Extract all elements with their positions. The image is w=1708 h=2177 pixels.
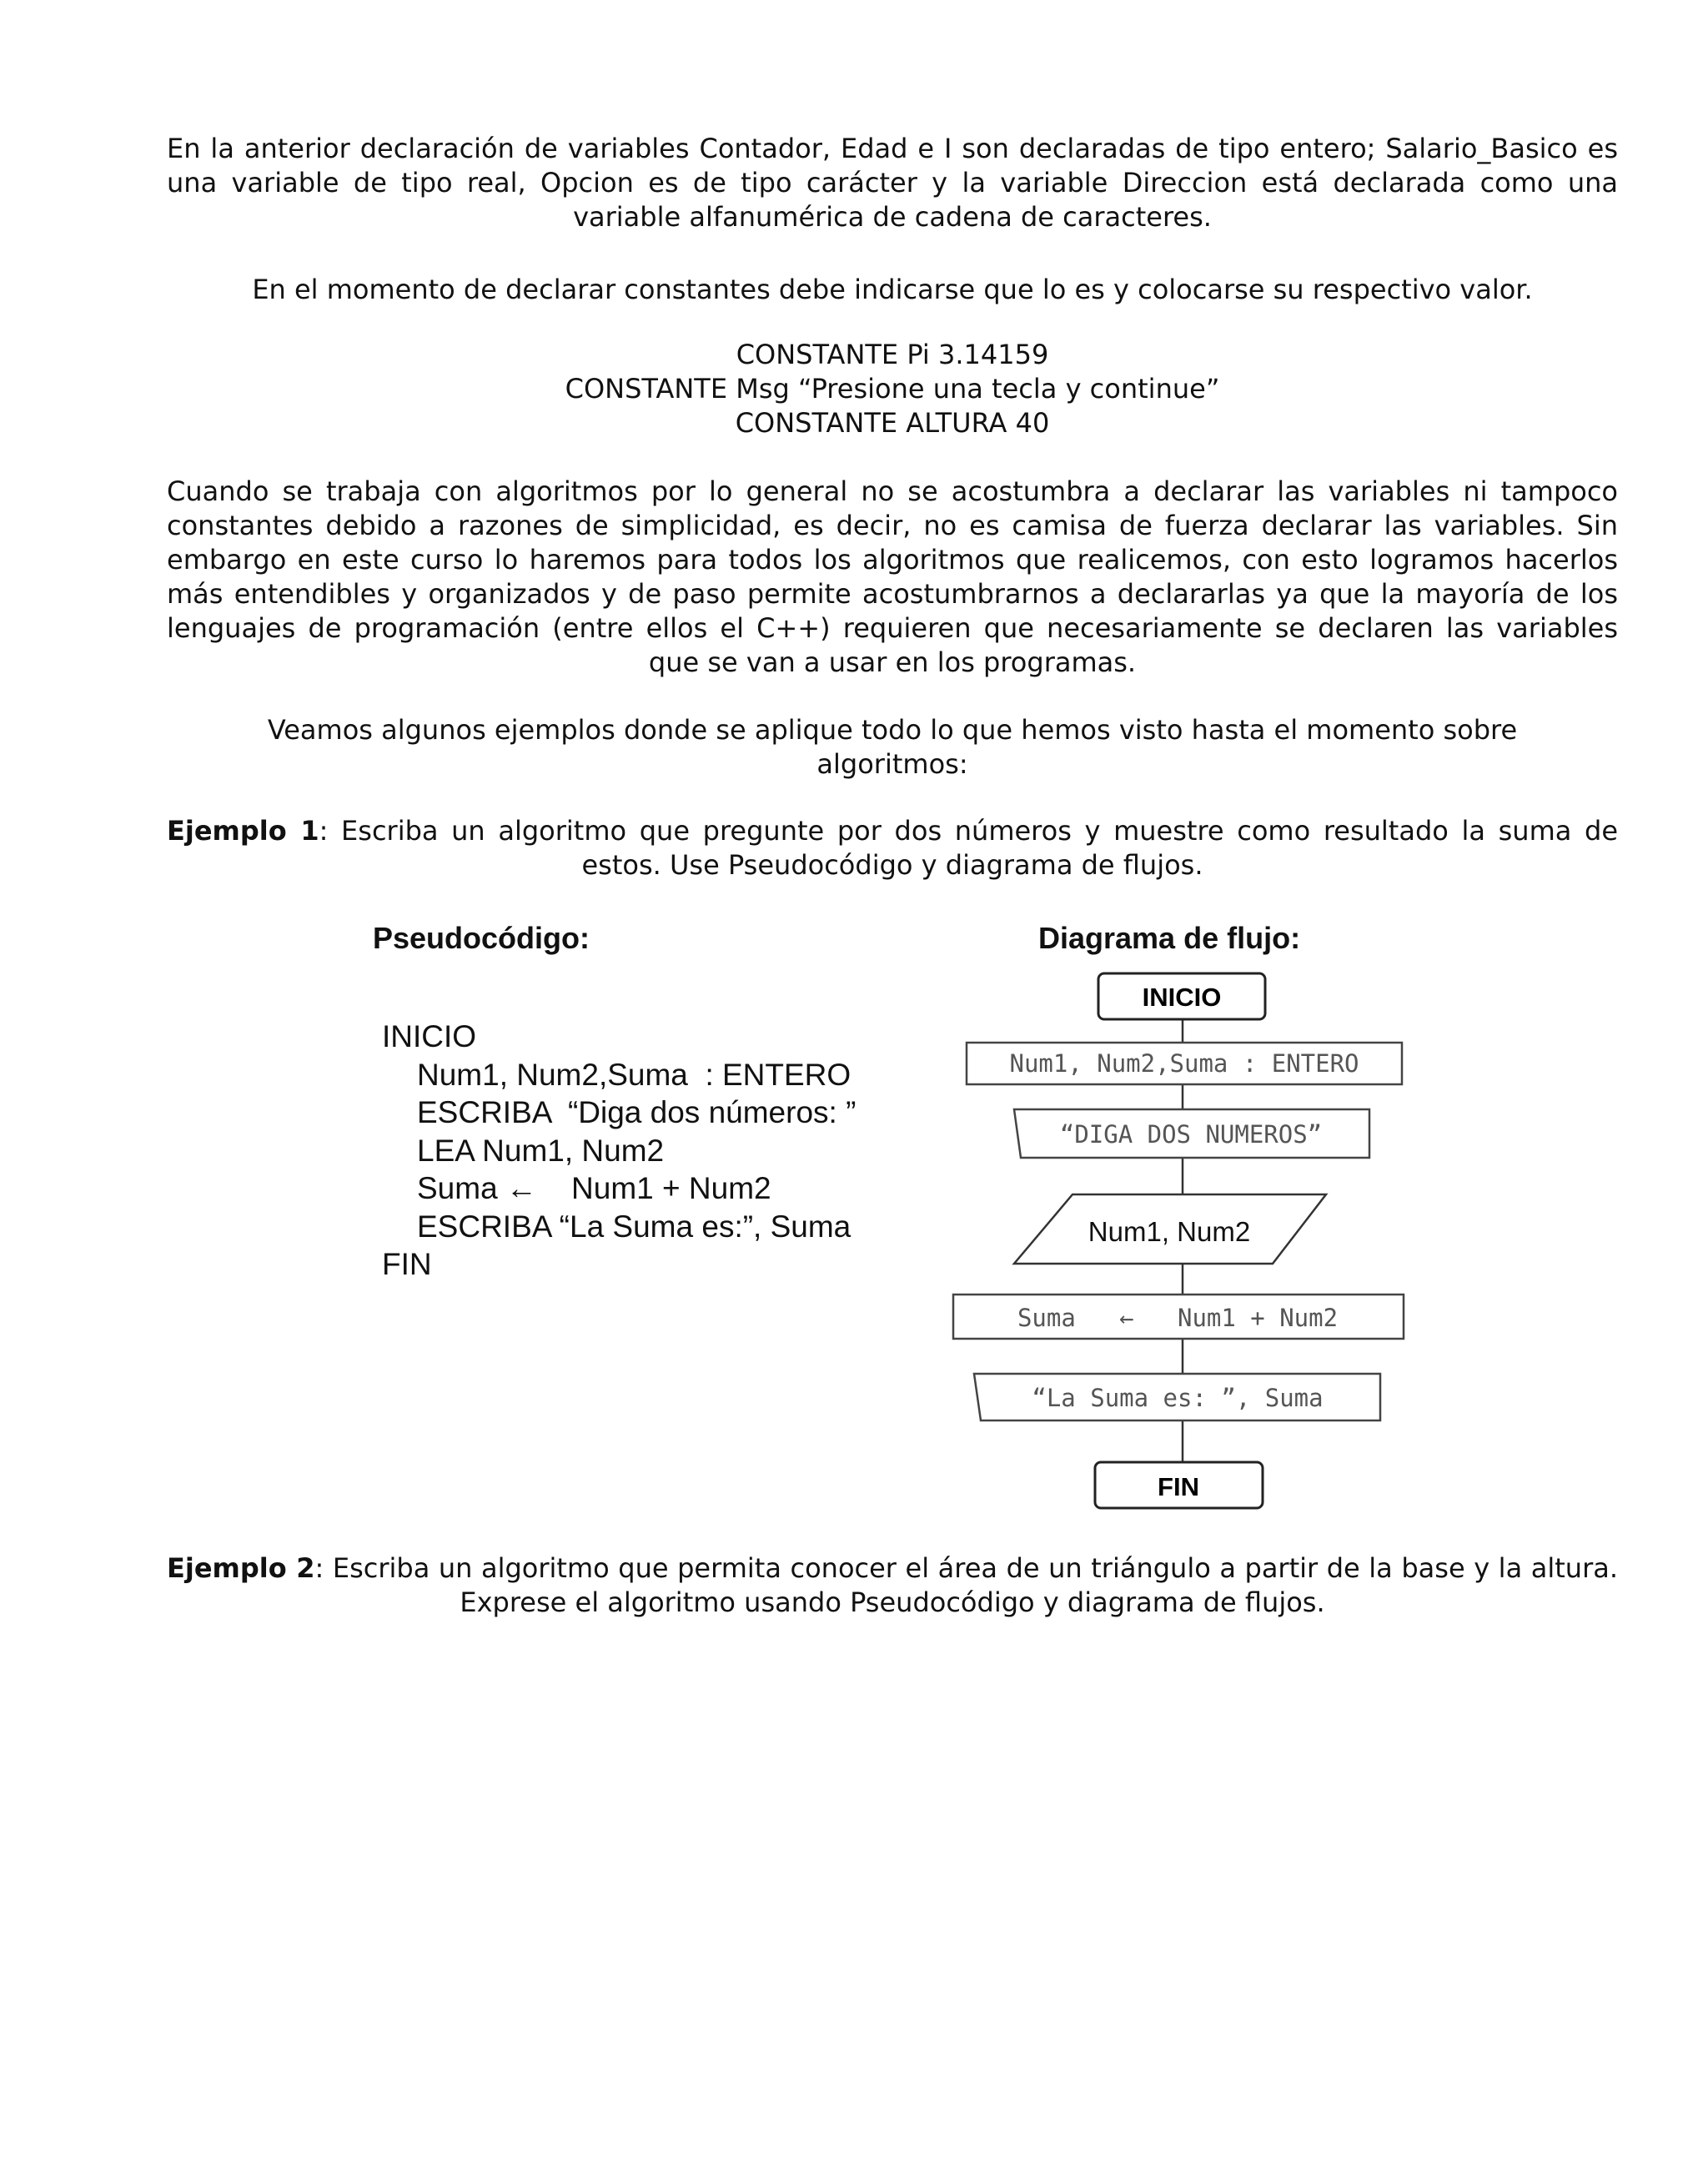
- flowchart-end-label: FIN: [1158, 1472, 1199, 1501]
- flowchart-start-label: INICIO: [1142, 983, 1222, 1012]
- pseudocode-title: Pseudocódigo:: [373, 921, 590, 955]
- flowchart-declare-label: Num1, Num2,Suma : ENTERO: [1009, 1049, 1359, 1078]
- example-2-label: Ejemplo 2: [167, 1552, 315, 1584]
- flowchart-input-label: Num1, Num2: [1088, 1216, 1251, 1247]
- pseudocode-line: Num1, Num2,Suma : ENTERO: [417, 1057, 851, 1092]
- example-1-label: Ejemplo 1: [167, 815, 319, 847]
- paragraph-variable-declaration: En la anterior declaración de variables Contador, Edad e I son declaradas de tipo entero; Salario_Basico es una variable de tipo real, Opcion es de tipo carácter y la variable Direccion está declarada como una variable alfanumérica de cadena de caracteres.: [167, 133, 1618, 233]
- example-2-text: : Escriba un algoritmo que permita conocer el área de un triángulo a partir de la base y la altura. Exprese el algoritmo usando Pseudocódigo y diagrama de flujos.: [314, 1552, 1619, 1618]
- flowchart-output-label: “La Suma es: ”, Suma: [1032, 1384, 1324, 1412]
- constant-altura: CONSTANTE ALTURA 40: [735, 407, 1050, 439]
- example-1-text: : Escriba un algoritmo que pregunte por dos números y muestre como resultado la suma de estos. Use Pseudocódigo y diagrama de flujos.: [319, 815, 1619, 881]
- pseudocode-line: ESCRIBA “La Suma es:”, Suma: [417, 1209, 851, 1244]
- pseudocode-line: Suma ← Num1 + Num2: [417, 1171, 771, 1205]
- flowchart-title: Diagrama de flujo:: [1038, 921, 1301, 955]
- paragraph-constants-intro: En el momento de declarar constantes debe indicarse que lo es y colocarse su respectivo valor.: [252, 274, 1533, 305]
- pseudocode-line: FIN: [382, 1247, 432, 1281]
- paragraph-declaration-practice: Cuando se trabaja con algoritmos por lo general no se acostumbra a declarar las variables ni tampoco constantes debido a razones de simplicidad, es decir, no es camisa de fuerza declarar las variables. Sin embargo en este curso lo haremos para todos los algoritmos que realicemos, con esto logramos hacerlos más entendibles y organizados y de paso permite acostumbrarnos a declararlas ya que la mayoría de los lenguajes de programación (entre ellos el C++) requieren que necesariamente se declaren las variables que se van a usar en los programas.: [167, 475, 1618, 678]
- pseudocode-line: ESCRIBA “Diga dos números: ”: [417, 1095, 857, 1129]
- pseudocode-line: INICIO: [382, 1019, 477, 1053]
- constant-pi: CONSTANTE Pi 3.14159: [736, 339, 1049, 370]
- flowchart-prompt-label: “DIGA DOS NUMEROS”: [1059, 1120, 1323, 1149]
- paragraph-examples-intro: Veamos algunos ejemplos donde se aplique todo lo que hemos visto hasta el momento sobre algoritmos:: [267, 714, 1518, 780]
- example-2-statement: [167, 1551, 1618, 1620]
- pseudocode-line: LEA Num1, Num2: [417, 1133, 665, 1168]
- constant-msg: CONSTANTE Msg “Presione una tecla y continue”: [565, 373, 1220, 405]
- flowchart-assign-label: Suma ← Num1 + Num2: [1017, 1304, 1339, 1332]
